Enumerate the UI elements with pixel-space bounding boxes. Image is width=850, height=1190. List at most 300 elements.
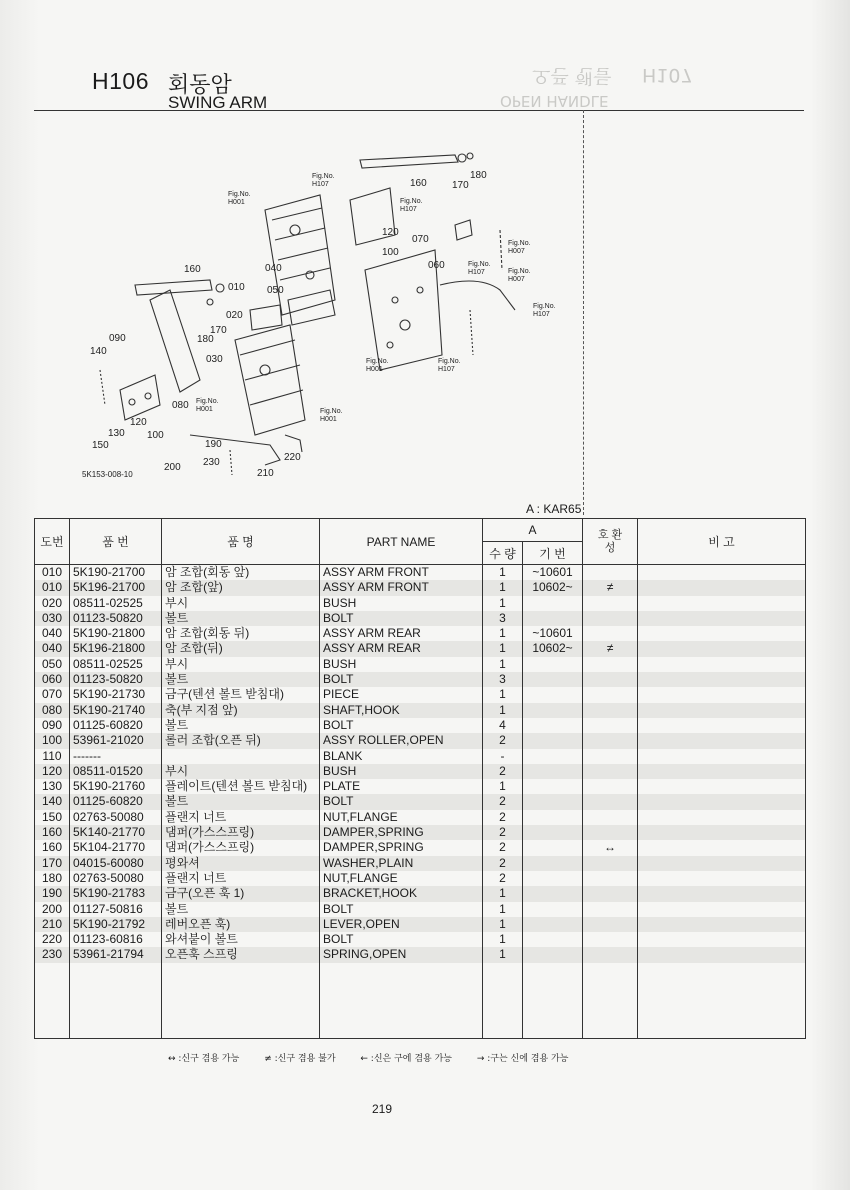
header-a: A bbox=[483, 519, 583, 542]
cell-remarks bbox=[638, 733, 806, 748]
cell-qty: 1 bbox=[483, 626, 523, 641]
cell-ko: 부시 bbox=[162, 764, 320, 779]
cell-mark bbox=[583, 764, 638, 779]
cell-qty: 2 bbox=[483, 825, 523, 840]
cell-en: BOLT bbox=[320, 902, 483, 917]
cell-qty: 3 bbox=[483, 672, 523, 687]
cell-part: 53961-21020 bbox=[70, 733, 162, 748]
cell-no: 220 bbox=[35, 932, 70, 947]
svg-text:130: 130 bbox=[108, 428, 125, 439]
cell-part: 02763-50080 bbox=[70, 810, 162, 825]
cell-ko: 롤러 조합(오픈 뒤) bbox=[162, 733, 320, 748]
svg-text:010: 010 bbox=[228, 282, 245, 293]
svg-text:180: 180 bbox=[470, 170, 487, 181]
cell-en: BOLT bbox=[320, 794, 483, 809]
cell-no: 200 bbox=[35, 902, 70, 917]
title-korean: 회동암 bbox=[168, 73, 232, 98]
cell-mark bbox=[583, 703, 638, 718]
cell-serial bbox=[523, 840, 583, 855]
header-qty: 수 량 bbox=[483, 542, 523, 565]
svg-text:150: 150 bbox=[92, 440, 109, 451]
cell-en: NUT,FLANGE bbox=[320, 871, 483, 886]
cell-no: 140 bbox=[35, 794, 70, 809]
cell-mark: ≠ bbox=[583, 641, 638, 656]
cell-ko: 암 조합(회동 뒤) bbox=[162, 626, 320, 641]
table-row bbox=[35, 580, 806, 595]
table-row bbox=[35, 917, 806, 932]
header-divider bbox=[34, 110, 804, 111]
table-row bbox=[35, 703, 806, 718]
cell-serial bbox=[523, 672, 583, 687]
legend-item: ↔ :신구 겸용 가능 bbox=[168, 1054, 240, 1064]
cell-qty: - bbox=[483, 749, 523, 764]
cell-part: 01123-50820 bbox=[70, 672, 162, 687]
parts-table-body bbox=[35, 565, 806, 1039]
cell-no: 050 bbox=[35, 657, 70, 672]
cell-ko: 플랜지 너트 bbox=[162, 810, 320, 825]
svg-text:H007: H007 bbox=[508, 248, 525, 255]
cell-mark bbox=[583, 657, 638, 672]
svg-text:H107: H107 bbox=[468, 269, 485, 276]
cell-en: NUT,FLANGE bbox=[320, 810, 483, 825]
cell-mark bbox=[583, 871, 638, 886]
cell-serial: 10602~ bbox=[523, 580, 583, 595]
parts-diagram bbox=[60, 140, 580, 490]
cell-serial bbox=[523, 794, 583, 809]
ghost-code: H107 bbox=[642, 64, 693, 86]
cell-serial bbox=[523, 596, 583, 611]
cell-ko: 플레이트(텐션 볼트 받침대) bbox=[162, 779, 320, 794]
cell-en: ASSY ARM FRONT bbox=[320, 580, 483, 595]
title-english: SWING ARM bbox=[168, 93, 268, 112]
cell-serial bbox=[523, 825, 583, 840]
dashed-divider bbox=[583, 110, 584, 515]
cell-en: BOLT bbox=[320, 718, 483, 733]
svg-text:H107: H107 bbox=[312, 181, 329, 188]
table-row bbox=[35, 687, 806, 702]
cell-en: DAMPER,SPRING bbox=[320, 825, 483, 840]
svg-text:030: 030 bbox=[206, 354, 223, 365]
cell-mark bbox=[583, 611, 638, 626]
cell-no: 020 bbox=[35, 596, 70, 611]
svg-text:Fig.No.: Fig.No. bbox=[438, 358, 461, 365]
cell-qty: 2 bbox=[483, 794, 523, 809]
cell-part: 5K190-21700 bbox=[70, 565, 162, 581]
cell-ko: 볼트 bbox=[162, 718, 320, 733]
cell-en: SPRING,OPEN bbox=[320, 947, 483, 962]
cell-en: BRACKET,HOOK bbox=[320, 886, 483, 901]
cell-part: 04015-60080 bbox=[70, 856, 162, 871]
legend-item: ← :신은 구에 겸용 가능 bbox=[360, 1054, 452, 1064]
cell-qty: 1 bbox=[483, 947, 523, 962]
svg-text:Fig.No.: Fig.No. bbox=[400, 198, 423, 205]
svg-text:070: 070 bbox=[412, 234, 429, 245]
cell-en: BUSH bbox=[320, 764, 483, 779]
svg-text:170: 170 bbox=[452, 180, 469, 191]
cell-en: SHAFT,HOOK bbox=[320, 703, 483, 718]
table-row bbox=[35, 626, 806, 641]
cell-part: 5K196-21800 bbox=[70, 641, 162, 656]
svg-text:180: 180 bbox=[197, 334, 214, 345]
spring-upper bbox=[470, 310, 473, 355]
table-row bbox=[35, 733, 806, 748]
cell-part: 01123-50820 bbox=[70, 611, 162, 626]
cell-serial bbox=[523, 687, 583, 702]
cell-no: 170 bbox=[35, 856, 70, 871]
cell-part: 5K140-21770 bbox=[70, 825, 162, 840]
cell-qty: 2 bbox=[483, 764, 523, 779]
svg-text:Fig.No.: Fig.No. bbox=[533, 303, 556, 310]
cell-no: 130 bbox=[35, 779, 70, 794]
svg-text:Fig.No.: Fig.No. bbox=[366, 358, 389, 365]
cell-qty: 2 bbox=[483, 733, 523, 748]
cell-qty: 1 bbox=[483, 932, 523, 947]
cell-remarks bbox=[638, 764, 806, 779]
cell-no: 150 bbox=[35, 810, 70, 825]
svg-text:Fig.No.: Fig.No. bbox=[508, 240, 531, 247]
cell-ko: 암 조합(회동 앞) bbox=[162, 565, 320, 581]
cell-remarks bbox=[638, 856, 806, 871]
cell-no: 090 bbox=[35, 718, 70, 733]
legend-item: → :구는 신에 겸용 가능 bbox=[476, 1054, 569, 1064]
parts-table bbox=[34, 518, 806, 1039]
cell-mark bbox=[583, 902, 638, 917]
cell-qty: 1 bbox=[483, 657, 523, 672]
svg-text:100: 100 bbox=[382, 247, 399, 258]
cell-no: 160 bbox=[35, 825, 70, 840]
cell-remarks bbox=[638, 825, 806, 840]
table-row bbox=[35, 596, 806, 611]
svg-text:100: 100 bbox=[147, 430, 164, 441]
cell-remarks bbox=[638, 703, 806, 718]
svg-text:060: 060 bbox=[428, 260, 445, 271]
svg-text:090: 090 bbox=[109, 333, 126, 344]
cell-en: DAMPER,SPRING bbox=[320, 840, 483, 855]
cell-mark bbox=[583, 687, 638, 702]
table-row bbox=[35, 825, 806, 840]
cell-ko: 부시 bbox=[162, 657, 320, 672]
cell-remarks bbox=[638, 794, 806, 809]
cell-no: 100 bbox=[35, 733, 70, 748]
cell-part: 08511-02525 bbox=[70, 596, 162, 611]
cell-remarks bbox=[638, 641, 806, 656]
cell-part: 5K190-21760 bbox=[70, 779, 162, 794]
cell-qty: 4 bbox=[483, 718, 523, 733]
cell-part: 01123-60816 bbox=[70, 932, 162, 947]
table-row bbox=[35, 718, 806, 733]
svg-text:H107: H107 bbox=[400, 206, 417, 213]
plate-130 bbox=[120, 375, 160, 420]
cell-ko: 댐퍼(가스스프링) bbox=[162, 840, 320, 855]
cell-en: BOLT bbox=[320, 672, 483, 687]
table-row bbox=[35, 657, 806, 672]
svg-text:170: 170 bbox=[210, 325, 227, 336]
cell-part: 5K190-21792 bbox=[70, 917, 162, 932]
cell-qty: 1 bbox=[483, 687, 523, 702]
cell-ko: 댐퍼(가스스프링) bbox=[162, 825, 320, 840]
svg-text:H107: H107 bbox=[438, 366, 455, 373]
cell-en: PIECE bbox=[320, 687, 483, 702]
cell-serial: ~10601 bbox=[523, 565, 583, 581]
model-label: A : KAR65 bbox=[526, 502, 582, 516]
cell-remarks bbox=[638, 886, 806, 901]
cell-qty: 1 bbox=[483, 886, 523, 901]
table-row bbox=[35, 611, 806, 626]
cell-remarks bbox=[638, 626, 806, 641]
cell-serial: 10602~ bbox=[523, 641, 583, 656]
cell-mark bbox=[583, 565, 638, 581]
table-row bbox=[35, 779, 806, 794]
cell-remarks bbox=[638, 687, 806, 702]
cell-no: 070 bbox=[35, 687, 70, 702]
cell-no: 120 bbox=[35, 764, 70, 779]
spring-lower bbox=[230, 450, 232, 475]
header-part-no: 품 번 bbox=[70, 519, 162, 565]
cell-remarks bbox=[638, 672, 806, 687]
cell-no: 010 bbox=[35, 580, 70, 595]
cell-part: 02763-50080 bbox=[70, 871, 162, 886]
svg-text:H001: H001 bbox=[366, 366, 383, 373]
table-row bbox=[35, 794, 806, 809]
svg-text:190: 190 bbox=[205, 439, 222, 450]
cell-en: BOLT bbox=[320, 611, 483, 626]
cell-part: 01127-50816 bbox=[70, 902, 162, 917]
cell-qty: 1 bbox=[483, 580, 523, 595]
cell-en: PLATE bbox=[320, 779, 483, 794]
cell-qty: 2 bbox=[483, 856, 523, 871]
cell-serial bbox=[523, 902, 583, 917]
svg-text:H007: H007 bbox=[508, 276, 525, 283]
cell-part: 5K190-21783 bbox=[70, 886, 162, 901]
cell-ko: 금구(오픈 훅 1) bbox=[162, 886, 320, 901]
table-row bbox=[35, 764, 806, 779]
cell-qty: 2 bbox=[483, 810, 523, 825]
header-row-1 bbox=[35, 519, 806, 542]
cell-mark bbox=[583, 810, 638, 825]
hook-rod bbox=[440, 281, 515, 310]
cell-ko: 부시 bbox=[162, 596, 320, 611]
cell-ko: 볼트 bbox=[162, 902, 320, 917]
cell-serial bbox=[523, 718, 583, 733]
cell-remarks bbox=[638, 779, 806, 794]
cell-serial bbox=[523, 947, 583, 962]
svg-text:Fig.No.: Fig.No. bbox=[468, 261, 491, 268]
cell-mark bbox=[583, 947, 638, 962]
cell-mark bbox=[583, 596, 638, 611]
cell-part: ------- bbox=[70, 749, 162, 764]
cell-ko: 암 조합(뒤) bbox=[162, 641, 320, 656]
cell-serial bbox=[523, 779, 583, 794]
ghost-title-ko: 오픈 핸들 bbox=[532, 65, 612, 87]
table-row bbox=[35, 641, 806, 656]
cell-remarks bbox=[638, 749, 806, 764]
svg-text:080: 080 bbox=[172, 400, 189, 411]
svg-text:120: 120 bbox=[382, 227, 399, 238]
cell-serial bbox=[523, 917, 583, 932]
cell-en: BLANK bbox=[320, 749, 483, 764]
cell-mark bbox=[583, 749, 638, 764]
cell-qty: 1 bbox=[483, 902, 523, 917]
cell-remarks bbox=[638, 657, 806, 672]
cell-ko: 볼트 bbox=[162, 794, 320, 809]
svg-text:220: 220 bbox=[284, 452, 301, 463]
cell-remarks bbox=[638, 932, 806, 947]
cell-serial bbox=[523, 657, 583, 672]
compatibility-legend bbox=[168, 1051, 590, 1064]
cell-serial bbox=[523, 886, 583, 901]
cell-remarks bbox=[638, 871, 806, 886]
cell-en: ASSY ARM REAR bbox=[320, 626, 483, 641]
cell-en: LEVER,OPEN bbox=[320, 917, 483, 932]
cell-qty: 2 bbox=[483, 871, 523, 886]
cell-ko: 평와셔 bbox=[162, 856, 320, 871]
table-row bbox=[35, 871, 806, 886]
cell-qty: 1 bbox=[483, 703, 523, 718]
table-row bbox=[35, 856, 806, 871]
cell-remarks bbox=[638, 580, 806, 595]
cell-en: BUSH bbox=[320, 596, 483, 611]
cell-mark bbox=[583, 626, 638, 641]
table-row bbox=[35, 810, 806, 825]
cell-no: 030 bbox=[35, 611, 70, 626]
cell-no: 210 bbox=[35, 917, 70, 932]
cell-serial bbox=[523, 764, 583, 779]
cell-en: ASSY ARM REAR bbox=[320, 641, 483, 656]
cell-remarks bbox=[638, 810, 806, 825]
cell-no: 110 bbox=[35, 749, 70, 764]
table-row bbox=[35, 902, 806, 917]
table-row bbox=[35, 947, 806, 962]
ghost-title-en: OPEN HANDLE bbox=[500, 92, 609, 110]
cell-qty: 1 bbox=[483, 917, 523, 932]
svg-text:H001: H001 bbox=[320, 416, 337, 423]
cell-mark bbox=[583, 825, 638, 840]
diagram-code: 5K153-008-10 bbox=[82, 470, 133, 479]
cell-serial bbox=[523, 703, 583, 718]
header-remarks: 비 고 bbox=[638, 519, 806, 565]
cell-qty: 1 bbox=[483, 641, 523, 656]
svg-text:H107: H107 bbox=[533, 311, 550, 318]
table-row bbox=[35, 840, 806, 855]
svg-text:020: 020 bbox=[226, 310, 243, 321]
cell-no: 060 bbox=[35, 672, 70, 687]
svg-text:H001: H001 bbox=[196, 406, 213, 413]
cell-mark bbox=[583, 733, 638, 748]
cell-mark bbox=[583, 932, 638, 947]
table-row bbox=[35, 565, 806, 581]
svg-text:040: 040 bbox=[265, 263, 282, 274]
section-code: H106 bbox=[92, 68, 149, 94]
cell-qty: 1 bbox=[483, 779, 523, 794]
link-bar bbox=[288, 290, 335, 325]
cell-remarks bbox=[638, 718, 806, 733]
header-part-name: PART NAME bbox=[320, 519, 483, 565]
cell-ko: 볼트 bbox=[162, 611, 320, 626]
table-row bbox=[35, 932, 806, 947]
table-filler-row bbox=[35, 963, 806, 1039]
cell-no: 040 bbox=[35, 626, 70, 641]
cell-part: 5K104-21770 bbox=[70, 840, 162, 855]
cell-ko: 축(부 지점 앞) bbox=[162, 703, 320, 718]
cell-mark bbox=[583, 886, 638, 901]
cell-ko: 암 조합(앞) bbox=[162, 580, 320, 595]
cell-part: 01125-60820 bbox=[70, 794, 162, 809]
cell-part: 53961-21794 bbox=[70, 947, 162, 962]
cell-qty: 2 bbox=[483, 840, 523, 855]
cell-part: 5K190-21730 bbox=[70, 687, 162, 702]
cell-part: 01125-60820 bbox=[70, 718, 162, 733]
cell-en: WASHER,PLAIN bbox=[320, 856, 483, 871]
cell-qty: 1 bbox=[483, 565, 523, 581]
cell-no: 230 bbox=[35, 947, 70, 962]
cell-qty: 3 bbox=[483, 611, 523, 626]
header-no: 도번 bbox=[35, 519, 70, 565]
svg-text:200: 200 bbox=[164, 462, 181, 473]
cell-ko: 레버오픈 훅) bbox=[162, 917, 320, 932]
cell-ko bbox=[162, 749, 320, 764]
cell-no: 180 bbox=[35, 871, 70, 886]
cell-en: ASSY ARM FRONT bbox=[320, 565, 483, 581]
cell-no: 040 bbox=[35, 641, 70, 656]
cell-serial bbox=[523, 733, 583, 748]
table-row bbox=[35, 749, 806, 764]
cell-ko: 볼트 bbox=[162, 672, 320, 687]
front-arm-upright bbox=[150, 290, 200, 392]
svg-text:Fig.No.: Fig.No. bbox=[228, 191, 251, 198]
svg-text:Fig.No.: Fig.No. bbox=[196, 398, 219, 405]
cell-part: 5K190-21800 bbox=[70, 626, 162, 641]
cell-serial bbox=[523, 810, 583, 825]
cell-remarks bbox=[638, 565, 806, 581]
cell-en: ASSY ROLLER,OPEN bbox=[320, 733, 483, 748]
svg-text:Fig.No.: Fig.No. bbox=[312, 173, 335, 180]
svg-text:140: 140 bbox=[90, 346, 107, 357]
cell-remarks bbox=[638, 840, 806, 855]
svg-text:160: 160 bbox=[184, 264, 201, 275]
header-compat: 호 환 성 bbox=[583, 519, 638, 565]
cell-qty: 1 bbox=[483, 596, 523, 611]
cell-en: BOLT bbox=[320, 932, 483, 947]
svg-text:120: 120 bbox=[130, 417, 147, 428]
cell-serial: ~10601 bbox=[523, 626, 583, 641]
cell-remarks bbox=[638, 947, 806, 962]
cell-serial bbox=[523, 871, 583, 886]
cell-en: BUSH bbox=[320, 657, 483, 672]
svg-text:210: 210 bbox=[257, 468, 274, 479]
cell-mark: ≠ bbox=[583, 580, 638, 595]
cell-no: 190 bbox=[35, 886, 70, 901]
cell-mark: ↔ bbox=[583, 840, 638, 855]
cell-no: 080 bbox=[35, 703, 70, 718]
svg-text:050: 050 bbox=[267, 285, 284, 296]
table-row bbox=[35, 886, 806, 901]
legend-item: ≠ :신구 겸용 불가 bbox=[264, 1054, 336, 1064]
damper-lower-shape bbox=[135, 280, 212, 295]
cell-ko: 오픈훅 스프링 bbox=[162, 947, 320, 962]
page-number: 219 bbox=[372, 1102, 393, 1116]
cell-serial bbox=[523, 856, 583, 871]
table-row bbox=[35, 672, 806, 687]
damper-upper-shape bbox=[360, 155, 458, 168]
cell-mark bbox=[583, 779, 638, 794]
cell-mark bbox=[583, 794, 638, 809]
cell-ko: 플랜지 너트 bbox=[162, 871, 320, 886]
cell-part: 5K196-21700 bbox=[70, 580, 162, 595]
cell-serial bbox=[523, 611, 583, 626]
svg-text:Fig.No.: Fig.No. bbox=[508, 268, 531, 275]
cell-serial bbox=[523, 932, 583, 947]
cell-mark bbox=[583, 672, 638, 687]
